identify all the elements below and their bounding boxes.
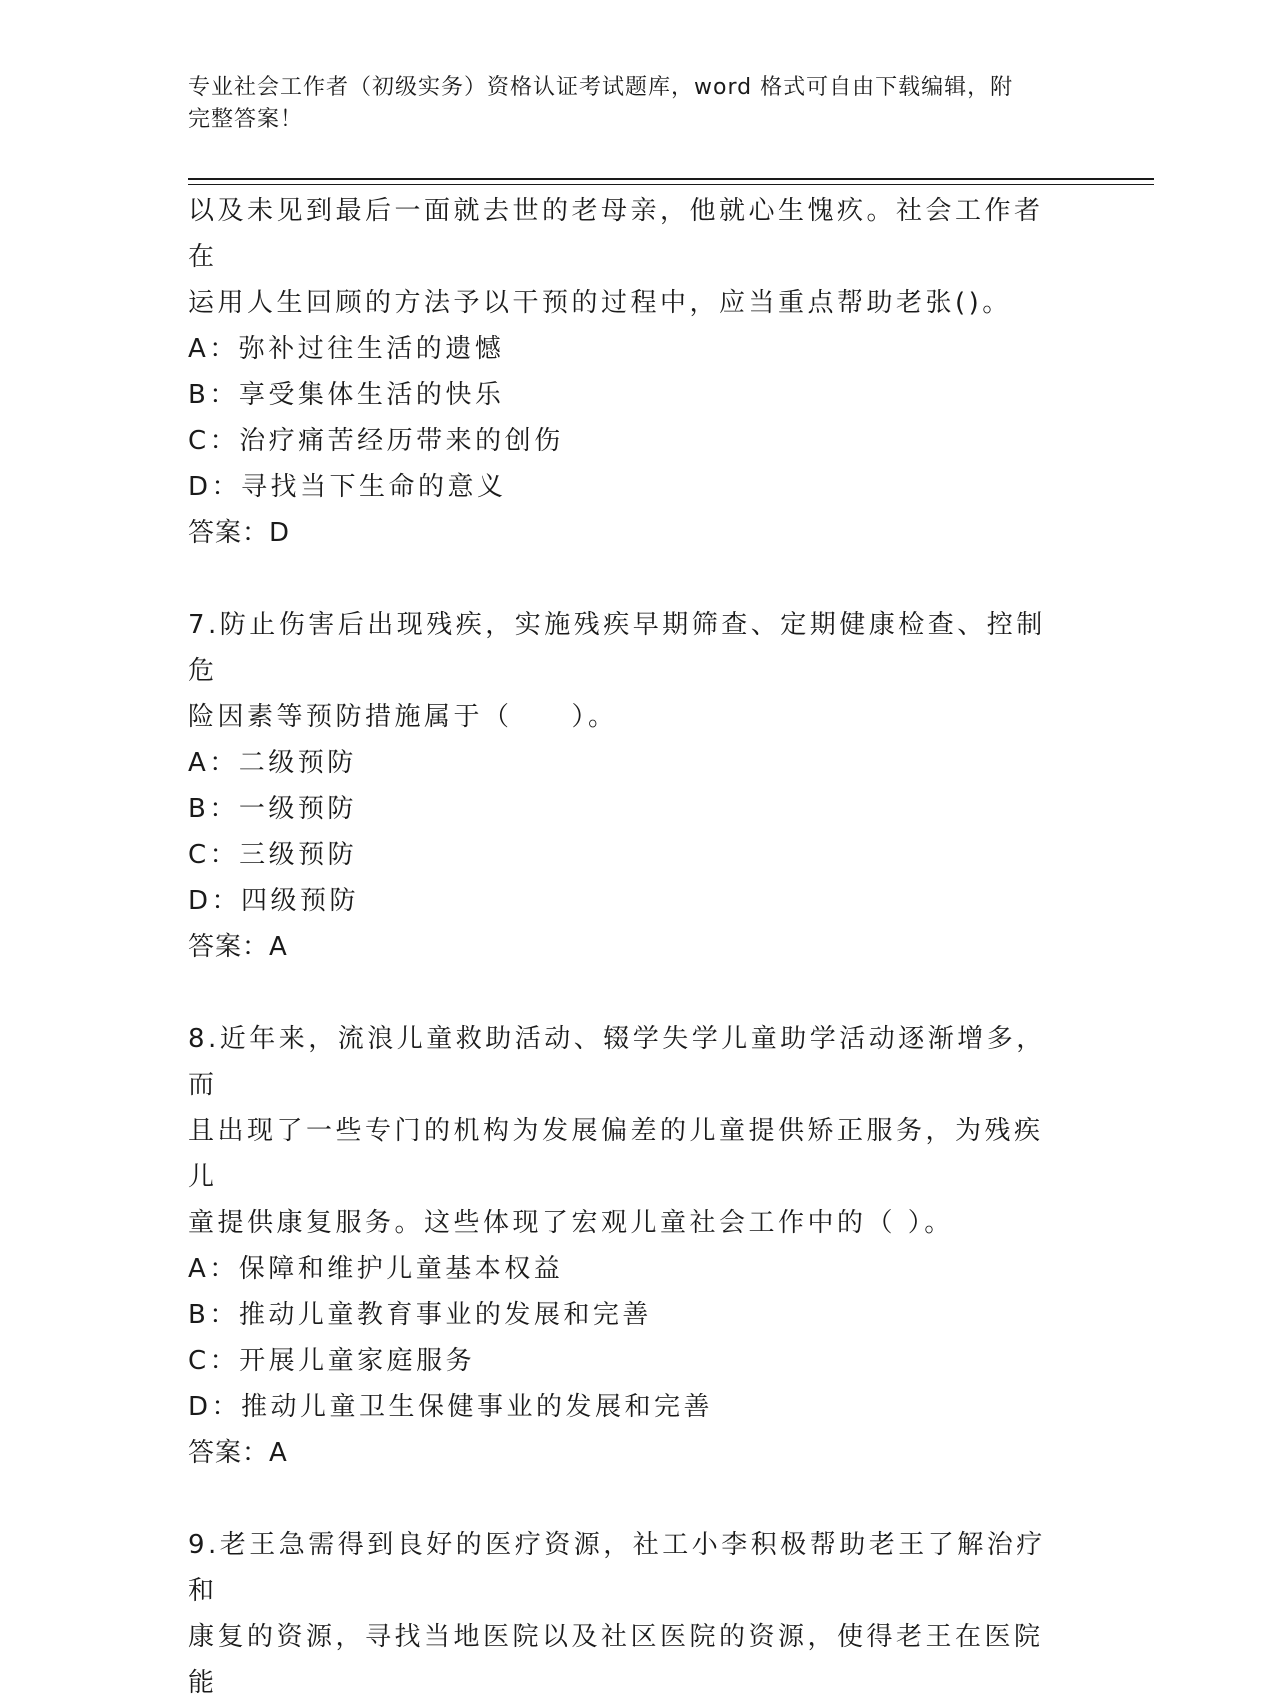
header-divider-thick xyxy=(188,178,1154,180)
question-9 xyxy=(188,1522,1068,1706)
header-line-1: 专业社会工作者（初级实务）资格认证考试题库，word 格式可自由下载编辑，附 xyxy=(188,75,1014,100)
question-text-line: 7.防止伤害后出现残疾，实施残疾早期筛查、定期健康检查、控制危 xyxy=(188,610,1046,686)
option-c: C：治疗痛苦经历带来的创伤 xyxy=(188,426,564,456)
answer-line: 答案：D xyxy=(188,518,291,548)
question-text-line: 康复的资源，寻找当地医院以及社区医院的资源，使得老王在医院能 xyxy=(188,1622,1044,1698)
question-7 xyxy=(188,602,1068,970)
option-b: B：享受集体生活的快乐 xyxy=(188,380,505,410)
option-d: D：寻找当下生命的意义 xyxy=(188,472,507,502)
question-text-line: 童提供康复服务。这些体现了宏观儿童社会工作中的（ ）。 xyxy=(188,1208,954,1238)
document-body xyxy=(188,188,1068,1706)
option-c: C：开展儿童家庭服务 xyxy=(188,1346,476,1376)
question-text-line: 以及未见到最后一面就去世的老母亲，他就心生愧疚。社会工作者在 xyxy=(188,196,1044,272)
option-a: A：二级预防 xyxy=(188,748,357,778)
option-a: A：弥补过往生活的遗憾 xyxy=(188,334,505,364)
question-text-line: 8.近年来，流浪儿童救助活动、辍学失学儿童助学活动逐渐增多，而 xyxy=(188,1024,1046,1100)
option-c: C：三级预防 xyxy=(188,840,358,870)
option-d: D：推动儿童卫生保健事业的发展和完善 xyxy=(188,1392,714,1422)
question-8 xyxy=(188,1016,1068,1476)
answer-line: 答案：A xyxy=(188,932,288,962)
header-divider-thin xyxy=(188,184,1154,185)
question-text-line: 且出现了一些专门的机构为发展偏差的儿童提供矫正服务，为残疾儿 xyxy=(188,1116,1044,1192)
header-line-2: 完整答案！ xyxy=(188,107,304,132)
option-d: D：四级预防 xyxy=(188,886,360,916)
question-6-continuation xyxy=(188,188,1068,556)
option-a: A：保障和维护儿童基本权益 xyxy=(188,1254,564,1284)
answer-line: 答案：A xyxy=(188,1438,288,1468)
option-b: B：一级预防 xyxy=(188,794,357,824)
page-header xyxy=(188,72,1088,136)
question-text-line: 9.老王急需得到良好的医疗资源，社工小李积极帮助老王了解治疗和 xyxy=(188,1530,1046,1606)
option-b: B：推动儿童教育事业的发展和完善 xyxy=(188,1300,652,1330)
question-text-line: 险因素等预防措施属于（ ）。 xyxy=(188,702,618,732)
question-text-line: 运用人生回顾的方法予以干预的过程中，应当重点帮助老张()。 xyxy=(188,288,1012,318)
